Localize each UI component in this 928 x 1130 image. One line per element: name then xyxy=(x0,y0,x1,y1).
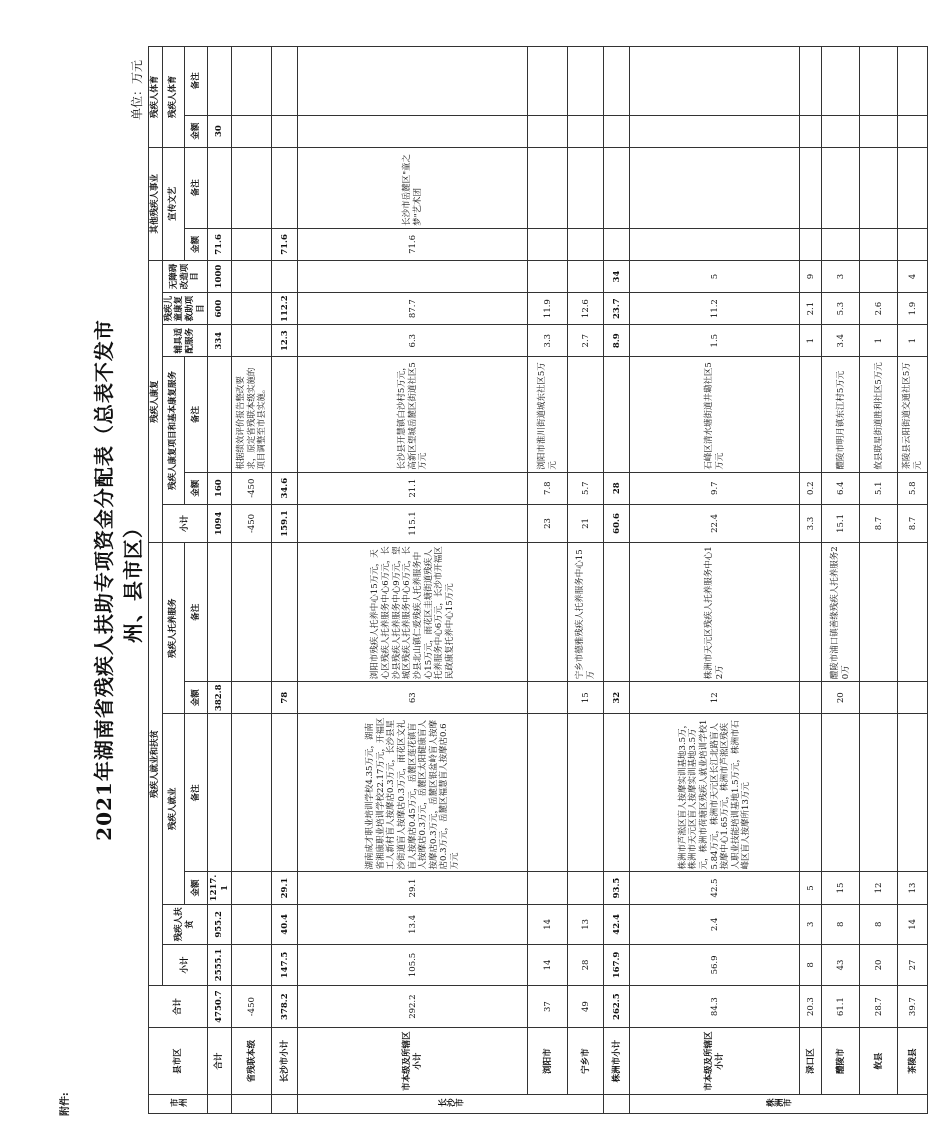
assistive-cell: 2.7 xyxy=(568,325,604,357)
rehab-subtotal-cell: 22.4 xyxy=(630,504,800,542)
rehab-basic-note-cell xyxy=(604,357,630,472)
emp-subtotal-cell: 105.5 xyxy=(298,945,528,986)
header-poverty: 残疾人扶贫 xyxy=(162,904,208,945)
custody-note-cell xyxy=(800,543,822,682)
assistive-cell: 1.5 xyxy=(630,325,800,357)
custody-note-cell xyxy=(898,543,928,682)
header-barrier-free: 无障碍改造项目 xyxy=(162,260,208,292)
sports-amt-cell xyxy=(298,115,528,147)
rehab-basic-amt-cell: 28 xyxy=(604,472,630,504)
poverty-cell: 13 xyxy=(568,904,604,945)
table-row xyxy=(800,47,822,1114)
county-cell: 合计 xyxy=(208,1028,232,1094)
sports-amt-cell xyxy=(272,115,298,147)
region-cell xyxy=(208,1094,232,1113)
emp-subtotal-cell: 147.5 xyxy=(272,945,298,986)
barrier-free-cell xyxy=(568,260,604,292)
barrier-free-cell: 1000 xyxy=(208,260,232,292)
assistive-cell: 1 xyxy=(898,325,928,357)
assistive-cell: 3.3 xyxy=(528,325,568,357)
emp-subtotal-cell xyxy=(232,945,272,986)
custody-note-cell: 浏阳市残疾人托养中心15万元，天心区残疾人托养服务中心6万元，长沙县残疾人托养服务中心9万元，望城区残疾人托养服务中心6万元，长沙县北山镇仁爱残疾人托养服务中心15万元，雨花区圭塘街道残疾人托养服务中心6万元，长沙市开福区民政康复托养中心15万元 xyxy=(298,543,528,682)
rehab-basic-amt-cell: 6.4 xyxy=(822,472,860,504)
allocation-table xyxy=(148,46,928,1114)
employment-note-cell xyxy=(208,714,232,872)
region-cell xyxy=(604,1094,630,1113)
sports-note-cell xyxy=(630,47,800,116)
county-cell: 渌口区 xyxy=(800,1028,822,1094)
poverty-cell: 955.2 xyxy=(208,904,232,945)
rehab-subtotal-cell: -450 xyxy=(232,504,272,542)
culture-amt-cell xyxy=(822,228,860,260)
custody-amt-cell: 78 xyxy=(272,682,298,714)
header-amount: 金额 xyxy=(185,872,208,904)
employment-amt-cell: 15 xyxy=(822,872,860,904)
rehab-basic-amt-cell: 5.7 xyxy=(568,472,604,504)
culture-note-cell xyxy=(630,147,800,228)
header-sports-group: 残疾人体育 xyxy=(149,47,163,148)
table-row xyxy=(528,47,568,1114)
culture-amt-cell xyxy=(604,228,630,260)
rehab-subtotal-cell: 3.3 xyxy=(800,504,822,542)
employment-note-cell xyxy=(898,714,928,872)
table-row xyxy=(568,47,604,1114)
culture-amt-cell xyxy=(528,228,568,260)
header-custody: 残疾人托养服务 xyxy=(162,543,185,714)
custody-amt-cell xyxy=(800,682,822,714)
employment-amt-cell: 12 xyxy=(860,872,898,904)
culture-amt-cell: 71.6 xyxy=(208,228,232,260)
custody-amt-cell: 63 xyxy=(298,682,528,714)
sports-note-cell xyxy=(898,47,928,116)
emp-subtotal-cell: 14 xyxy=(528,945,568,986)
unit-label: 单位：万元 xyxy=(130,59,144,120)
employment-amt-cell: 42.5 xyxy=(630,872,800,904)
barrier-free-cell: 3 xyxy=(822,260,860,292)
child-rehab-cell: 12.6 xyxy=(568,293,604,325)
rehab-subtotal-cell: 15.1 xyxy=(822,504,860,542)
assistive-cell: 334 xyxy=(208,325,232,357)
employment-note-cell xyxy=(604,714,630,872)
rehab-basic-note-cell: 长沙县开慧镇白沙村5万元，高新区望城岳麓区街道社区5万元 xyxy=(298,357,528,472)
culture-amt-cell xyxy=(898,228,928,260)
poverty-cell: 3 xyxy=(800,904,822,945)
header-note: 备注 xyxy=(185,357,208,472)
county-cell: 市本级及所辖区小计 xyxy=(630,1028,800,1094)
assistive-cell: 8.9 xyxy=(604,325,630,357)
header-sports: 残疾人体育 xyxy=(162,47,185,148)
culture-note-cell xyxy=(604,147,630,228)
table-row xyxy=(232,47,272,1114)
rehab-basic-amt-cell: 0.2 xyxy=(800,472,822,504)
barrier-free-cell xyxy=(232,260,272,292)
culture-note-cell xyxy=(208,147,232,228)
sports-note-cell xyxy=(604,47,630,116)
rehab-basic-note-cell xyxy=(272,357,298,472)
culture-note-cell xyxy=(272,147,298,228)
attachment-label: 附件: xyxy=(60,1092,71,1116)
sports-amt-cell xyxy=(604,115,630,147)
assistive-cell: 6.3 xyxy=(298,325,528,357)
child-rehab-cell xyxy=(232,293,272,325)
total-cell: 4750.7 xyxy=(208,985,232,1028)
rehab-basic-amt-cell: 21.1 xyxy=(298,472,528,504)
employment-note-cell xyxy=(272,714,298,872)
rehab-basic-note-cell: 攸县联星街道胜利社区5万元 xyxy=(860,357,898,472)
culture-amt-cell xyxy=(800,228,822,260)
rehab-basic-amt-cell: 5.8 xyxy=(898,472,928,504)
sports-amt-cell xyxy=(568,115,604,147)
custody-note-cell: 醴陵市浦口镇善缘残疾人托养服务20万 xyxy=(822,543,860,682)
culture-amt-cell: 71.6 xyxy=(298,228,528,260)
barrier-free-cell: 34 xyxy=(604,260,630,292)
custody-note-cell xyxy=(208,543,232,682)
county-cell: 省残联本级 xyxy=(232,1028,272,1094)
rehab-basic-note-cell: 石峰区清水塘街道井墈社区5万元 xyxy=(630,357,800,472)
sports-note-cell xyxy=(568,47,604,116)
custody-amt-cell xyxy=(232,682,272,714)
header-assistive: 辅具适配服务 xyxy=(162,325,208,357)
sports-amt-cell: 30 xyxy=(208,115,232,147)
culture-amt-cell xyxy=(860,228,898,260)
culture-note-cell xyxy=(800,147,822,228)
custody-amt-cell: 382.8 xyxy=(208,682,232,714)
custody-amt-cell xyxy=(898,682,928,714)
child-rehab-cell: 2.1 xyxy=(800,293,822,325)
custody-note-cell xyxy=(860,543,898,682)
employment-amt-cell xyxy=(232,872,272,904)
barrier-free-cell xyxy=(860,260,898,292)
custody-note-cell xyxy=(232,543,272,682)
employment-amt-cell: 13 xyxy=(898,872,928,904)
county-cell: 宁乡市 xyxy=(568,1028,604,1094)
header-amount: 金额 xyxy=(185,682,208,714)
employment-note-cell xyxy=(822,714,860,872)
header-note: 备注 xyxy=(185,47,208,116)
child-rehab-cell: 600 xyxy=(208,293,232,325)
child-rehab-cell: 1.9 xyxy=(898,293,928,325)
employment-note-cell xyxy=(232,714,272,872)
culture-amt-cell xyxy=(630,228,800,260)
employment-note-cell xyxy=(800,714,822,872)
county-cell: 醴陵市 xyxy=(822,1028,860,1094)
rehab-basic-note-cell: 醴陵市明月镇东江村5万元 xyxy=(822,357,860,472)
custody-note-cell: 宁乡市德雅残疾人托养服务中心15万 xyxy=(568,543,604,682)
table-header xyxy=(149,47,208,1114)
assistive-cell xyxy=(232,325,272,357)
custody-note-cell: 株洲市天元区残疾人托养服务中心12万 xyxy=(630,543,800,682)
culture-amt-cell: 71.6 xyxy=(272,228,298,260)
barrier-free-cell xyxy=(528,260,568,292)
region-cell: 长沙市 xyxy=(298,1094,604,1113)
employment-amt-cell xyxy=(528,872,568,904)
barrier-free-cell xyxy=(298,260,528,292)
rehab-basic-amt-cell: -450 xyxy=(232,472,272,504)
header-culture: 宣传文艺 xyxy=(162,147,185,260)
header-rehab-group: 残疾人康复 xyxy=(149,260,163,542)
emp-subtotal-cell: 27 xyxy=(898,945,928,986)
custody-amt-cell: 20 xyxy=(822,682,860,714)
rehab-basic-amt-cell: 7.8 xyxy=(528,472,568,504)
sports-amt-cell xyxy=(860,115,898,147)
poverty-cell: 8 xyxy=(822,904,860,945)
culture-note-cell xyxy=(568,147,604,228)
child-rehab-cell: 11.9 xyxy=(528,293,568,325)
header-emp-subtotal: 小计 xyxy=(162,945,208,986)
header-county: 县市区 xyxy=(149,1028,208,1094)
header-rehab-subtotal: 小计 xyxy=(162,504,208,542)
table-row xyxy=(604,47,630,1114)
emp-subtotal-cell: 8 xyxy=(800,945,822,986)
emp-subtotal-cell: 2555.1 xyxy=(208,945,232,986)
region-cell xyxy=(232,1094,272,1113)
employment-note-cell xyxy=(568,714,604,872)
header-rehab-basic: 残疾人康复项目和基本康复服务 xyxy=(162,357,185,505)
region-cell xyxy=(272,1094,298,1113)
employment-note-cell xyxy=(860,714,898,872)
county-cell: 长沙市小计 xyxy=(272,1028,298,1094)
sports-note-cell xyxy=(232,47,272,116)
rehab-basic-note-cell: 浏阳市淮川街道城东社区5万元 xyxy=(528,357,568,472)
poverty-cell: 42.4 xyxy=(604,904,630,945)
sports-note-cell xyxy=(800,47,822,116)
total-cell: 84.3 xyxy=(630,985,800,1028)
rehab-basic-amt-cell: 9.7 xyxy=(630,472,800,504)
employment-amt-cell: 1217.1 xyxy=(208,872,232,904)
emp-subtotal-cell: 43 xyxy=(822,945,860,986)
assistive-cell: 1 xyxy=(860,325,898,357)
sports-amt-cell xyxy=(232,115,272,147)
sports-note-cell xyxy=(272,47,298,116)
rehab-basic-amt-cell: 34.6 xyxy=(272,472,298,504)
total-cell: -450 xyxy=(232,985,272,1028)
employment-amt-cell: 29.1 xyxy=(298,872,528,904)
child-rehab-cell: 2.6 xyxy=(860,293,898,325)
table-row xyxy=(272,47,298,1114)
sports-note-cell xyxy=(298,47,528,116)
child-rehab-cell: 23.7 xyxy=(604,293,630,325)
employment-amt-cell xyxy=(568,872,604,904)
rehab-subtotal-cell: 115.1 xyxy=(298,504,528,542)
rehab-subtotal-cell: 1094 xyxy=(208,504,232,542)
culture-note-cell xyxy=(898,147,928,228)
table-body xyxy=(208,47,928,1114)
rehab-basic-note-cell xyxy=(568,357,604,472)
county-cell: 浏阳市 xyxy=(528,1028,568,1094)
total-cell: 20.3 xyxy=(800,985,822,1028)
rehab-subtotal-cell: 8.7 xyxy=(898,504,928,542)
barrier-free-cell: 5 xyxy=(630,260,800,292)
rehab-subtotal-cell: 159.1 xyxy=(272,504,298,542)
custody-amt-cell xyxy=(528,682,568,714)
poverty-cell: 40.4 xyxy=(272,904,298,945)
culture-amt-cell xyxy=(568,228,604,260)
header-amount: 金额 xyxy=(185,115,208,147)
emp-subtotal-cell: 20 xyxy=(860,945,898,986)
sports-amt-cell xyxy=(898,115,928,147)
custody-note-cell xyxy=(272,543,298,682)
county-cell: 市本级及所辖区小计 xyxy=(298,1028,528,1094)
culture-note-cell xyxy=(528,147,568,228)
child-rehab-cell: 87.7 xyxy=(298,293,528,325)
poverty-cell: 8 xyxy=(860,904,898,945)
total-cell: 262.5 xyxy=(604,985,630,1028)
assistive-cell: 3.4 xyxy=(822,325,860,357)
total-cell: 37 xyxy=(528,985,568,1028)
sports-amt-cell xyxy=(800,115,822,147)
region-cell: 株洲市 xyxy=(630,1094,928,1113)
rehab-subtotal-cell: 60.6 xyxy=(604,504,630,542)
barrier-free-cell: 4 xyxy=(898,260,928,292)
poverty-cell: 13.4 xyxy=(298,904,528,945)
rehab-basic-note-cell xyxy=(800,357,822,472)
rehab-subtotal-cell: 23 xyxy=(528,504,568,542)
culture-note-cell xyxy=(232,147,272,228)
custody-amt-cell xyxy=(860,682,898,714)
child-rehab-cell: 5.3 xyxy=(822,293,860,325)
sports-note-cell xyxy=(208,47,232,116)
sports-note-cell xyxy=(528,47,568,116)
employment-note-cell: 湖南成才职业培训学校4.35万元，湖南省湘康职业培训学校22.17万元，开福区工人新村盲人按摩店0.3万元，长沙县星沙街道盲人按摩店0.3万元，雨花区文礼盲人按摩店0.45万元，岳麓区莲花镇盲人按摩店0.3万元，岳麓区太阳健康盲人按摩店0.3万元，岳麓区银盆岭盲人按摩店0.3万元，岳麓区福慧盲人按摩店0.6万元 xyxy=(298,714,528,872)
rehab-basic-note-cell: 根据绩效评价报告整改要求，原定省残联本级实施的项目调整至市县实施。 xyxy=(232,357,272,472)
header-shi-zhou: 市州 xyxy=(149,1094,208,1113)
header-employment: 残疾人就业 xyxy=(162,714,185,904)
emp-subtotal-cell: 56.9 xyxy=(630,945,800,986)
page-title: 2021年湖南省残疾人扶助专项资金分配表（总表不发市州、县市区） xyxy=(92,319,145,841)
rehab-basic-note-cell: 茶陵县云阳街道交通社区5万元 xyxy=(898,357,928,472)
poverty-cell: 2.4 xyxy=(630,904,800,945)
table-row xyxy=(822,47,860,1114)
child-rehab-cell: 11.2 xyxy=(630,293,800,325)
poverty-cell xyxy=(232,904,272,945)
custody-note-cell xyxy=(604,543,630,682)
total-cell: 61.1 xyxy=(822,985,860,1028)
custody-amt-cell: 32 xyxy=(604,682,630,714)
rehab-subtotal-cell: 21 xyxy=(568,504,604,542)
total-cell: 49 xyxy=(568,985,604,1028)
assistive-cell: 1 xyxy=(800,325,822,357)
employment-amt-cell: 93.5 xyxy=(604,872,630,904)
header-note: 备注 xyxy=(185,147,208,228)
barrier-free-cell: 9 xyxy=(800,260,822,292)
sports-amt-cell xyxy=(528,115,568,147)
table-row xyxy=(630,47,800,1114)
county-cell: 茶陵县 xyxy=(898,1028,928,1094)
employment-amt-cell: 29.1 xyxy=(272,872,298,904)
assistive-cell: 12.3 xyxy=(272,325,298,357)
emp-subtotal-cell: 28 xyxy=(568,945,604,986)
total-cell: 292.2 xyxy=(298,985,528,1028)
culture-amt-cell xyxy=(232,228,272,260)
employment-note-cell xyxy=(528,714,568,872)
barrier-free-cell xyxy=(272,260,298,292)
culture-note-cell: 长沙市岳麓区"童之梦"艺术团 xyxy=(298,147,528,228)
poverty-cell: 14 xyxy=(528,904,568,945)
total-cell: 28.7 xyxy=(860,985,898,1028)
table-row xyxy=(298,47,528,1114)
header-note: 备注 xyxy=(185,714,208,872)
table-row xyxy=(860,47,898,1114)
header-other-group: 其他残疾人事业 xyxy=(149,147,163,260)
header-note: 备注 xyxy=(185,543,208,682)
table-row xyxy=(208,47,232,1114)
sports-note-cell xyxy=(822,47,860,116)
county-cell: 攸县 xyxy=(860,1028,898,1094)
header-child-rehab: 残疾儿童康复救助项目 xyxy=(162,293,208,325)
custody-note-cell xyxy=(528,543,568,682)
header-amount: 金额 xyxy=(185,228,208,260)
custody-amt-cell: 15 xyxy=(568,682,604,714)
county-cell: 株洲市小计 xyxy=(604,1028,630,1094)
employment-amt-cell: 5 xyxy=(800,872,822,904)
header-employment-group: 残疾人就业和扶贫 xyxy=(149,543,163,986)
culture-note-cell xyxy=(822,147,860,228)
header-amount: 金额 xyxy=(185,472,208,504)
employment-note-cell: 株洲市芦淞区盲人按摩实训基地3.5万，株洲市天元区盲人按摩实训基地3.5万元，株洲市荷塘区残疾人就业培训学校15.84万元，株洲市天元区长江北路盲人按摩中心1.65万元，株洲市芦淞区残疾人职业技能培训基地1.5万元，株洲市石峰区盲人按摩所13万元 xyxy=(630,714,800,872)
header-total: 合计 xyxy=(149,985,208,1028)
rehab-basic-amt-cell: 5.1 xyxy=(860,472,898,504)
total-cell: 378.2 xyxy=(272,985,298,1028)
sports-amt-cell xyxy=(822,115,860,147)
rehab-basic-note-cell xyxy=(208,357,232,472)
poverty-cell: 14 xyxy=(898,904,928,945)
child-rehab-cell: 112.2 xyxy=(272,293,298,325)
sports-note-cell xyxy=(860,47,898,116)
culture-note-cell xyxy=(860,147,898,228)
total-cell: 39.7 xyxy=(898,985,928,1028)
custody-amt-cell: 12 xyxy=(630,682,800,714)
table-row xyxy=(898,47,928,1114)
sports-amt-cell xyxy=(630,115,800,147)
rehab-subtotal-cell: 8.7 xyxy=(860,504,898,542)
emp-subtotal-cell: 167.9 xyxy=(604,945,630,986)
rehab-basic-amt-cell: 160 xyxy=(208,472,232,504)
